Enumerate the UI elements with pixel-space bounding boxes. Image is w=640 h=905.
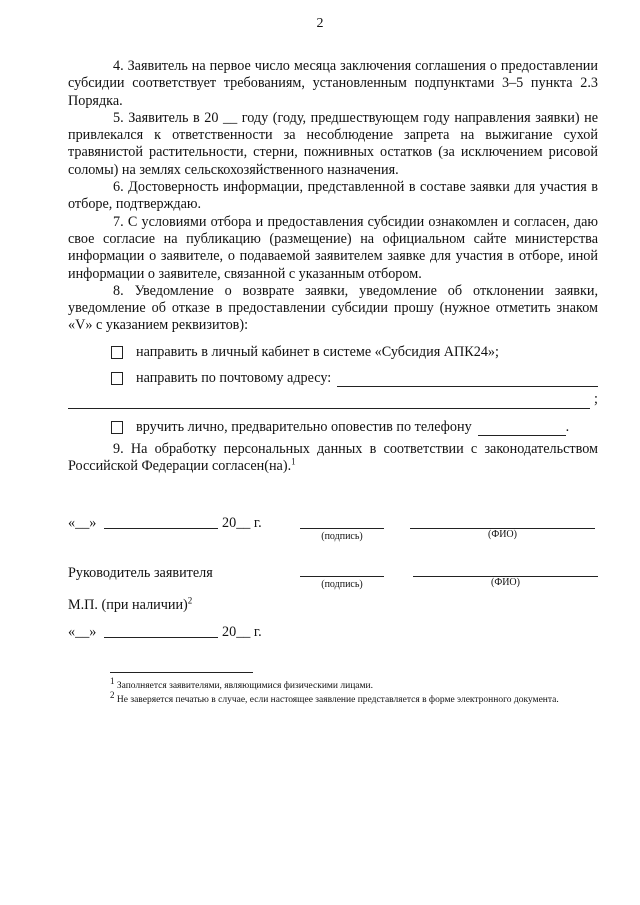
signature-field-2[interactable] <box>300 561 384 577</box>
fio-field-2[interactable] <box>413 561 598 577</box>
footnote-2-mark: 2 <box>110 689 115 700</box>
footnote-separator <box>110 672 253 673</box>
paragraph-9 <box>68 441 598 476</box>
paragraph-4: 4. Заявитель на первое число месяца заключения соглашения о предоставлении субсидии соответствует требованиям, установленным подпунктами 3–5 пункта 2.3 Порядка. <box>68 58 598 109</box>
paragraph-6: 6. Достоверность информации, представленной в составе заявки для участия в отборе, подтверждаю. <box>68 179 598 213</box>
date-month-field-2[interactable] <box>104 622 218 638</box>
page-number: 2 <box>316 16 324 31</box>
head-label: Руководитель заявителя <box>68 565 213 581</box>
footnote-2-text: Не заверяется печатью в случае, если настоящее заявление представляется в форме электронного документа. <box>116 695 559 705</box>
option-postal-address-label: направить по почтовому адресу: <box>136 370 332 387</box>
fio-caption-2: (ФИО) <box>490 577 520 588</box>
phone-line-end: . <box>565 418 570 435</box>
seal-label <box>68 597 192 614</box>
signature-caption-1: (подпись) <box>321 531 363 542</box>
date-day-1: «__» <box>68 515 97 531</box>
date-field-2 <box>68 624 96 641</box>
postal-address-field[interactable] <box>337 371 598 387</box>
footnote-ref-2: 2 <box>187 595 193 606</box>
date-field-1 <box>68 515 96 532</box>
footnote-2 <box>110 689 600 706</box>
signature-field-1[interactable] <box>300 513 384 529</box>
date-year-1: 20__ г. <box>222 515 262 531</box>
paragraph-5: 5. Заявитель в 20 __ году (году, предшествующем году направления заявки) не привлекался к ответственности за несоблюдение запрета на выжигание сухой травянистой растительности, стерни, пожнивных остатков (за исключением рисовой соломы) на землях сельскохозяйственного назначения. <box>68 109 598 178</box>
postal-address-field-line2[interactable] <box>68 393 590 409</box>
checkbox-hand-delivery[interactable] <box>111 421 123 434</box>
footnote-1-text: Заполняется заявителями, являющимися физическими лицами. <box>116 681 373 691</box>
option-personal-cabinet-label: направить в личный кабинет в системе «Субсидия АПК24»; <box>136 343 499 360</box>
paragraph-9-text: 9. На обработку персональных данных в соответствии с законодательством Российской Федерации согласен(на). <box>68 440 598 475</box>
checkbox-personal-cabinet[interactable] <box>111 346 123 359</box>
footnote-ref-1: 1 <box>291 456 296 467</box>
postal-address-continuation <box>68 391 598 408</box>
footnote-1-mark: 1 <box>110 675 115 686</box>
checkbox-postal-address[interactable] <box>111 372 123 385</box>
date-month-field-1[interactable] <box>104 513 218 529</box>
phone-field[interactable] <box>478 420 566 436</box>
paragraph-7: 7. С условиями отбора и предоставления субсидии ознакомлен и согласен, даю свое согласие на публикацию (размещение) на официальном сайте министерства информации о заявителе, о подаваемой заявителем заявке для участия в отборе, иной информации о заявителе, связанной с указанным отбором. <box>68 213 598 282</box>
seal-label-text: М.П. (при наличии) <box>68 597 188 613</box>
option-personal-cabinet[interactable] <box>68 344 598 361</box>
fio-field-1[interactable] <box>410 513 595 529</box>
date-day-2: «__» <box>68 624 97 640</box>
fio-caption-1: (ФИО) <box>487 529 517 540</box>
date-year-2: 20__ г. <box>222 624 262 640</box>
paragraph-8: 8. Уведомление о возврате заявки, уведомление об отклонении заявки, уведомление об отказе в предоставлении субсидии прошу (нужное отметить знаком «V» с указанием реквизитов): <box>68 282 598 334</box>
option-hand-delivery-label: вручить лично, предварительно оповестив по телефону <box>136 418 472 435</box>
footnote-1 <box>110 675 600 692</box>
address-line-end: ; <box>594 391 598 408</box>
signature-caption-2: (подпись) <box>321 579 363 590</box>
body-text <box>68 58 598 476</box>
option-postal-address[interactable] <box>68 370 598 387</box>
option-hand-delivery[interactable] <box>68 419 598 436</box>
